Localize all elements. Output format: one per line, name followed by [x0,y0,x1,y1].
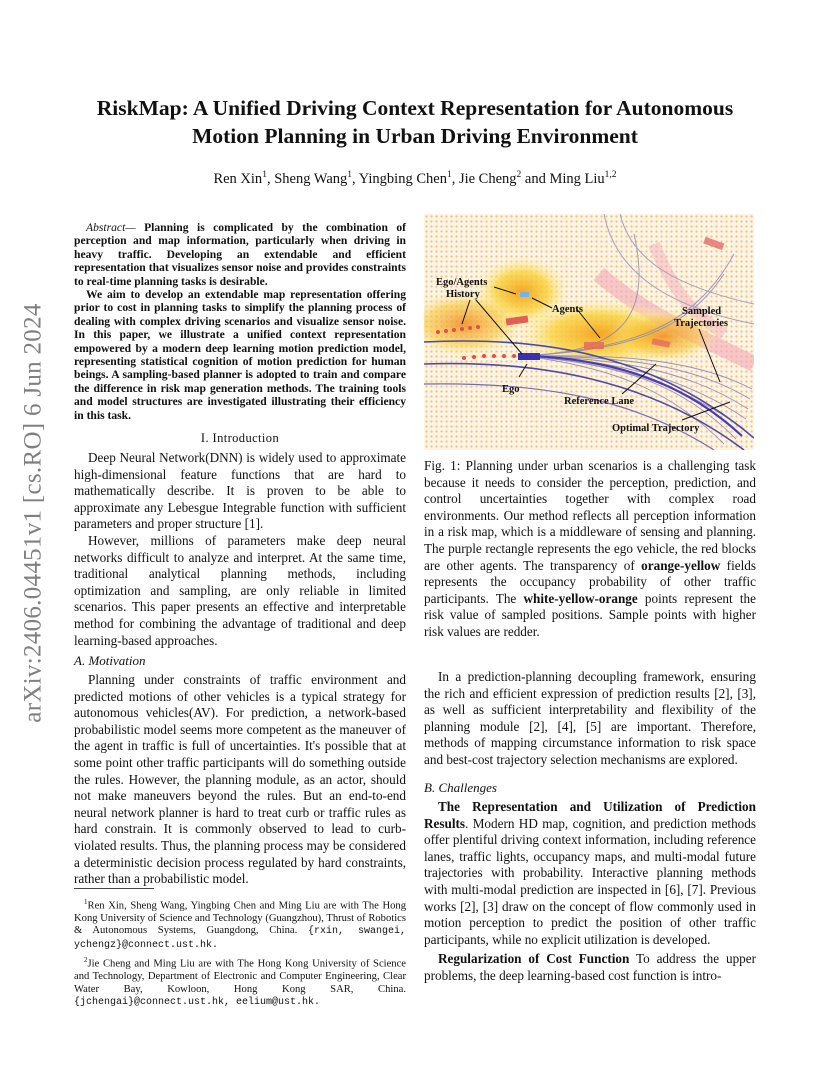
footnote-1-emails: {rxin, swangei, ychengz}@connect.ust.hk. [74,926,407,951]
figure-label-ego: Ego [502,384,520,395]
regularization-paragraph: Regularization of Cost Function To address the upper problems, the deep learning-based cost function is intro- [424,951,756,983]
arxiv-side-label: arXiv:2406.04451v1 [cs.RO] 6 Jun 2024 [20,303,47,723]
author-list [60,170,770,188]
author: Jie Cheng$^2$ and [458,170,550,187]
agent-marker [520,292,529,297]
footnote-1: $^1$Ren Xin, Sheng Wang, Yingbing Chen and Ming Liu are with The Hong Kong University of Science and Technology (Guangzhou), Thrust of Robotics & Autonomous Systems, Guangdong, China. {rxin, swangei, ychengz}@connect.ust.hk. [74,898,407,951]
regularization-run-in-heading: Regularization of Cost Function [438,951,630,967]
subsection-heading-motivation: A. Motivation [74,653,146,668]
abstract-label: Abstract [86,221,126,234]
footnote-rule [74,888,154,889]
figure-label-agents: Agents [552,304,583,315]
figure-label-ego-agents-history: Ego/Agents History [436,277,488,300]
figure-1-caption: Fig. 1: Planning under urban scenarios is a challenging task because it needs to consider the perception, prediction, and control uncertainties together with complex road environments. Our method reflects all perception information in a risk map, which is a middleware of sensing and planning. The purple rectangle represents the ego vehicle, the red blocks are other agents. The transparency of orange-yellow fields represents the occupancy probability of other traffic participants. The white-yellow-orange points represent the risk value of sampled positions. Sample points with higher risk values are redder. [424,458,756,639]
paper-title [60,94,770,150]
motivation-paragraph-1: Planning under constraints of traffic environment and predicted motions of other vehicles is a typical strategy for autonomous vehicles(AV). For prediction, a network-based probabilistic model seems more competent as the maneuver of the agent in traffic is full of uncertainties. It's possible that at some point other traffic participants will do something outside the rules. However, the planning module, as an actor, should not make maneuvers beyond the rules. But an end-to-end neural network planner is hard to treat curb or traffic rules as hard constrain. It is commonly observed to lead to curb-violated results. Thus, the planning process may be considered a deterministic decision process regulated by hard constraints, rather than a probabilistic model. [74,672,406,887]
title-line-2: Motion Planning in Urban Driving Environment [192,124,638,148]
ego-vehicle [518,353,540,360]
abstract-paragraph-1: Abstract— Planning is complicated by the combination of perception and map information, particularly when driving in heavy traffic. Developing an extendable and efficient representation that visualizes sensor noise and provides constraints to real-time planning tasks is desirable. [74,221,407,288]
right-column-paragraph [424,669,756,769]
decoupling-paragraph: In a prediction-planning decoupling framework, ensuring the rich and efficient expression of prediction results [2], [3], as well as sufficient interpretability and flexibility of the planning module [2], [4], [5] are important. Therefore, methods of mapping circumstance information to risk space and best-cost trajectory selection mechanisms are explored. [424,669,756,767]
section-heading-introduction: I. Introduction [200,431,280,445]
agent-vehicle [584,342,604,349]
subsection-heading-challenges: B. Challenges [424,780,497,795]
author: Yingbing Chen$^1$, [358,170,459,187]
abstract-paragraph-2: We aim to develop an extendable map representation offering prior to cost in planning tasks to simplify the planning process of dealing with complex driving scenarios and visualize sensor noise. In this paper, we illustrate a unified context representation empowered by a modern deep learning motion prediction model, representing statistical cognition of motion prediction for human beings. A sampling-based planner is adopted to train and compare the difference in risk map generation methods. The training tools and model structures are investigated illustrating their efficiency in this task. [74,288,406,422]
footnote-2: $^2$Jie Cheng and Ming Liu are with The Hong Kong University of Science and Technology, Department of Electronic and Computer Engineering, Clear Water Bay, Kowloon, Hong Kong SAR, China. {jchengai}@connect.ust.hk, eelium@ust.hk. [74,956,406,1008]
author: Ming Liu$^{1,2}$ [549,170,617,187]
title-line-1: RiskMap: A Unified Driving Context Representation for Autonomous [96,96,734,120]
figure-1-risk-map [424,214,754,450]
risk-map-illustration [424,214,754,450]
intro-paragraph-2: However, millions of parameters make deep neural networks difficult to analyze and interpret. At the same time, traditional analytical planning methods, including optimization and sampling, are only reliable in limited scenarios. This paper presents an effective and interpretable method for combining the advantage of traditional and deep learning-based approaches. [74,532,406,648]
figure-label-reference-lane: Reference Lane [564,396,635,407]
author: Sheng Wang$^1$, [274,170,359,187]
intro-paragraph-1: Deep Neural Network(DNN) is widely used to approximate high-dimensional feature functions that are hard to mathematically describe. It is proven to be able to approximate any Lebesgue Integrable function with sufficient parameters and proper structure [1]. [74,450,406,532]
representation-paragraph: The Representation and Utilization of Prediction Results. Modern HD map, cognition, and prediction methods offer plentiful driving context information, including reference lanes, traffic lights, occupancy maps, and multi-modal future trajectories with probability. Interactive planning methods with multi-modal prediction are inspected in [6], [7]. Previous works [2], [3] draw on the concept of flow commonly used in motion perception to predict the position of other traffic participants, while no explicit utilization is developed. [424,799,756,947]
motivation-body [74,672,406,888]
introduction-body [74,450,406,649]
author: Ren Xin$^1$, [213,170,275,187]
footnote-2-emails: {jchengai}@connect.ust.hk, eelium@ust.hk. [74,996,321,1008]
abstract [74,221,406,422]
footnotes [74,896,406,1011]
representation-run-in-heading: The Representation and Utilization of Prediction Results [424,799,756,831]
challenges-body [424,799,756,985]
figure-label-sampled-trajectories: Sampled Trajectories [674,306,729,329]
figure-label-optimal-trajectory: Optimal Trajectory [612,423,700,434]
